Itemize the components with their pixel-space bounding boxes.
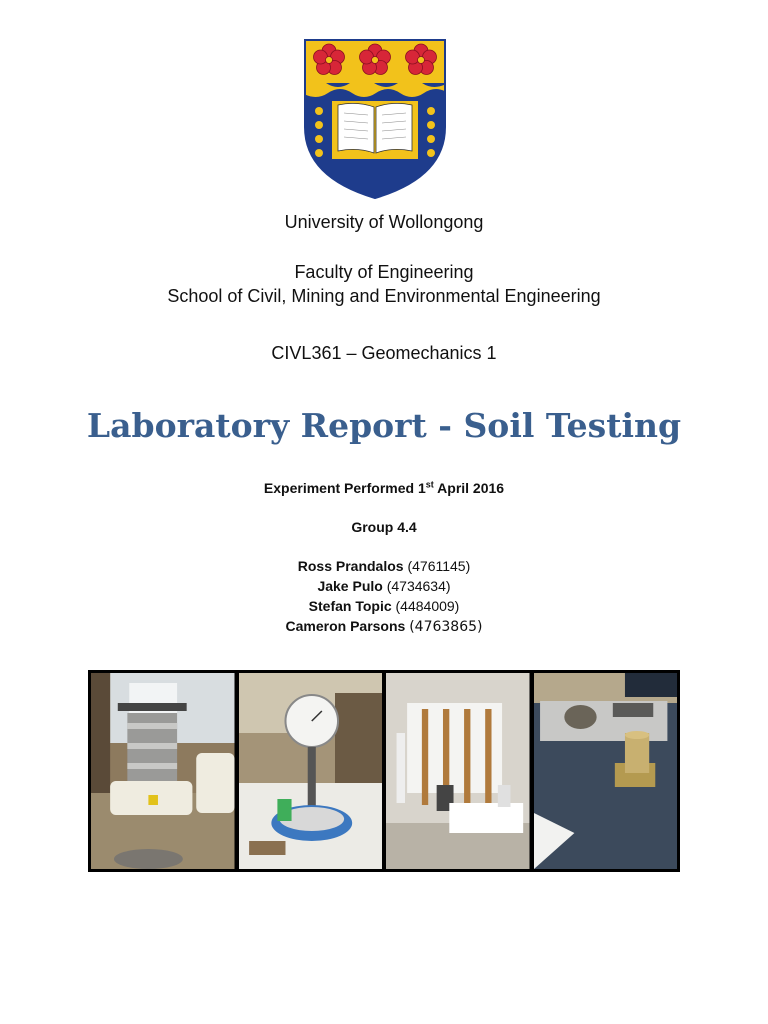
school-name: School of Civil, Mining and Environmental Engineering (167, 286, 601, 306)
member-row (0, 556, 768, 576)
member-row (0, 616, 768, 637)
member-id: (4734634) (386, 578, 451, 594)
photo-compaction-mould (534, 673, 678, 869)
photo-penetrometer (239, 673, 383, 869)
photo-sieve-shaker (91, 673, 235, 869)
experiment-day-suffix: st (425, 479, 434, 490)
university-crest-logo (302, 37, 448, 201)
member-id: (4761145) (407, 558, 471, 574)
experiment-date-rest: April 2016 (433, 480, 505, 496)
report-title: Laboratory Report - Soil Testing (86, 406, 682, 445)
member-row (0, 596, 768, 616)
experiment-prefix: Experiment Performed (263, 480, 418, 496)
member-list (0, 556, 768, 637)
experiment-day: 1 (417, 480, 426, 496)
member-id: (4763865) (409, 619, 483, 635)
group-label: Group 4.4 (351, 519, 417, 535)
member-name: Jake Pulo (317, 578, 387, 594)
experiment-date (0, 478, 768, 498)
photo-permeameter-rig (386, 673, 530, 869)
faculty-name: Faculty of Engineering (294, 262, 474, 282)
university-name: University of Wollongong (284, 212, 484, 232)
member-row (0, 576, 768, 596)
course-name: CIVL361 – Geomechanics 1 (271, 343, 497, 363)
member-name: Stefan Topic (308, 598, 396, 614)
member-name: Cameron Parsons (285, 618, 410, 634)
photo-strip (88, 670, 680, 872)
member-name: Ross Prandalos (297, 558, 408, 574)
member-id: (4484009) (395, 598, 460, 614)
